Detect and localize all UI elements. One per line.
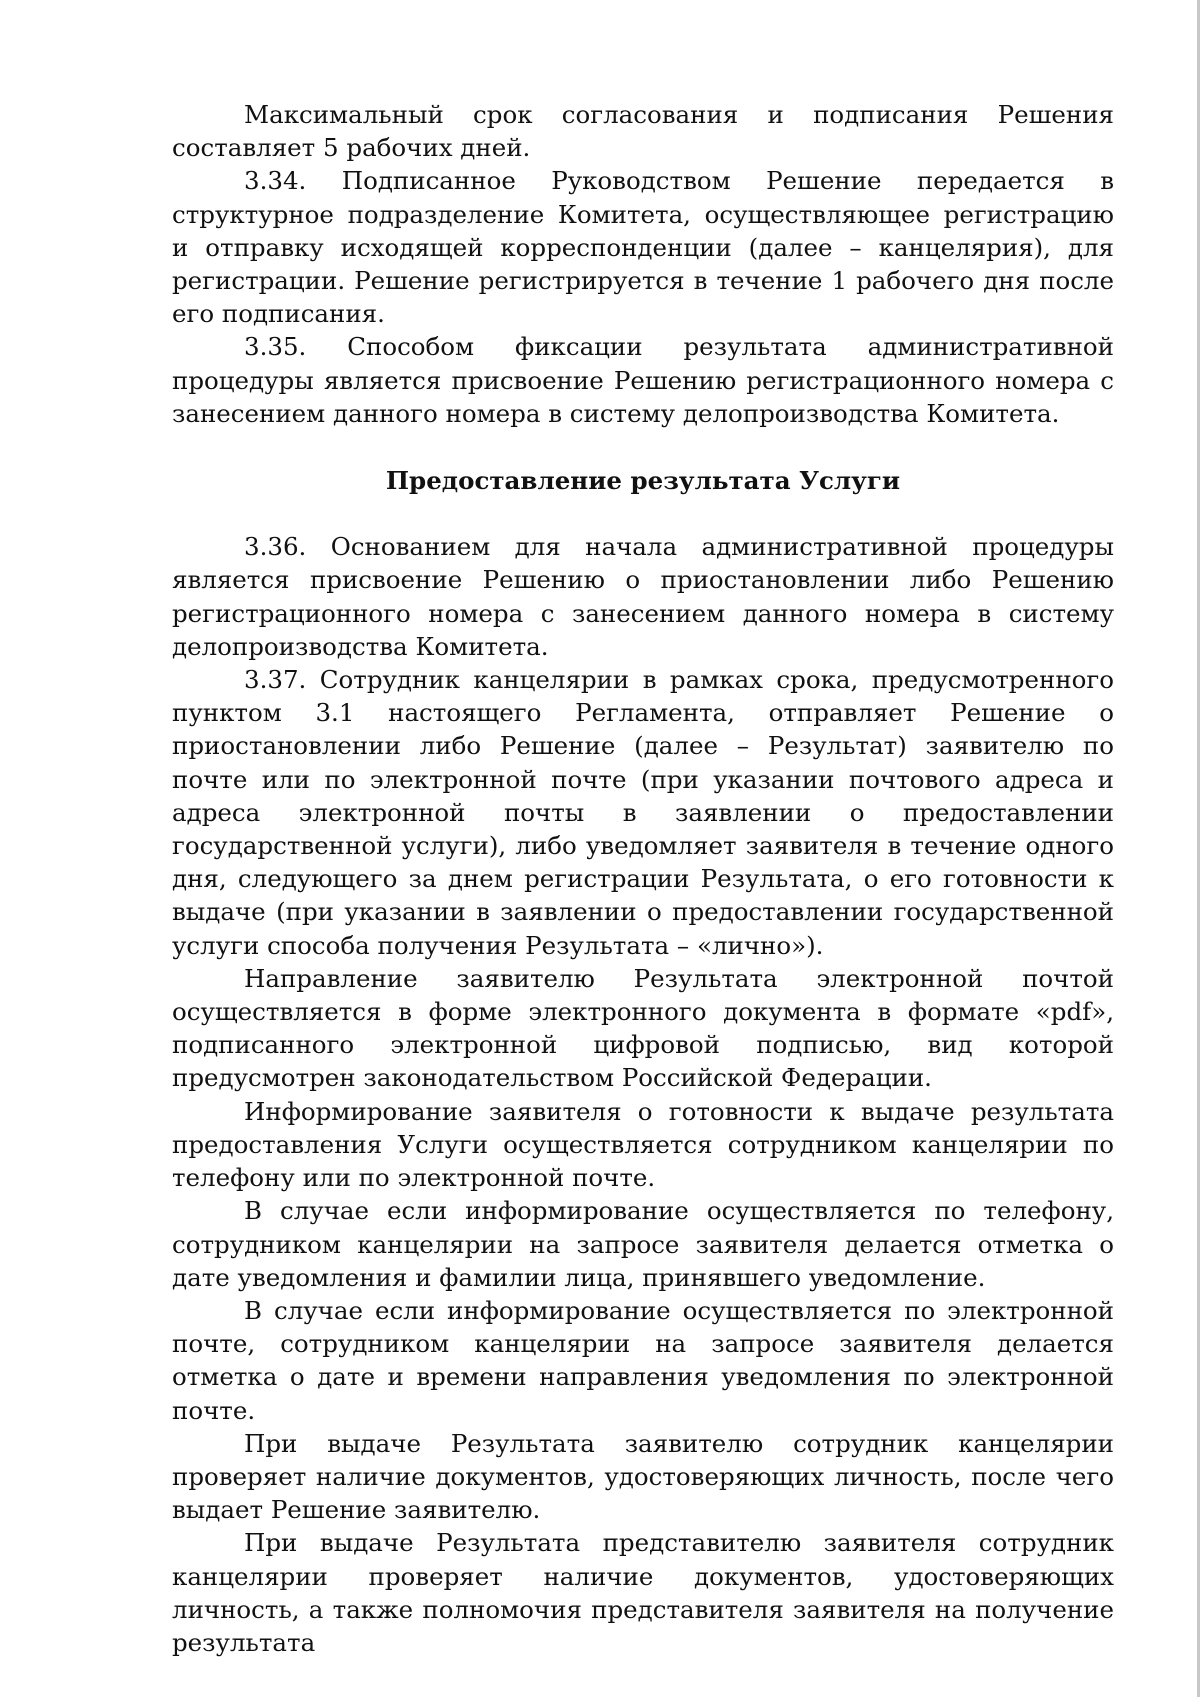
paragraph-issue-to-applicant: При выдаче Результата заявителю сотрудник канцелярии проверяет наличие документов, удостоверяющих личность, после чего выдает Решение заявителю.: [172, 1428, 1114, 1525]
paragraph-3-36: 3.36. Основанием для начала административной процедуры является присвоение Решению о приостановлении либо Решению регистрационного номера с занесением данного номера в систему делопроизводства Комитета.: [172, 532, 1114, 661]
section-heading: Предоставление результата Услуги: [385, 466, 901, 496]
paragraph-issue-to-representative: При выдаче Результата представителю заявителя сотрудник канцелярии проверяет наличие документов, удостоверяющих личность, а также полномочия представителя заявителя на получение результата: [172, 1528, 1114, 1657]
paragraph-3-37: 3.37. Сотрудник канцелярии в рамках срока, предусмотренного пунктом 3.1 настоящего Регламента, отправляет Решение о приостановлении либо Решение (далее – Результат) заявителю по почте или по электронной почте (при указании почтового адреса и адреса электронной почты в заявлении о предоставлении государственной услуги), либо уведомляет заявителя в течение одного дня, следующего за днем регистрации Результата, о его готовности к выдаче (при указании в заявлении о предоставлении государственной услуги способа получения Результата – «лично»).: [172, 665, 1114, 960]
paragraph-3-35: 3.35. Способом фиксации результата административной процедуры является присвоение Решению регистрационного номера с занесением данного номера в систему делопроизводства Комитета.: [172, 332, 1114, 428]
paragraph-phone-notice: В случае если информирование осуществляется по телефону, сотрудником канцелярии на запросе заявителя делается отметка о дате уведомления и фамилии лица, принявшего уведомление.: [172, 1196, 1114, 1292]
paragraph-email-notice: В случае если информирование осуществляется по электронной почте, сотрудником канцелярии на запросе заявителя делается отметка о дате и времени направления уведомления по электронной почте.: [172, 1295, 1114, 1425]
paragraph-approval-term: Максимальный срок согласования и подписания Решения составляет 5 рабочих дней.: [172, 100, 1114, 163]
document-page: [172, 98, 1114, 1659]
paragraph-readiness-info: Информирование заявителя о готовности к выдаче результата предоставления Услуги осуществляется сотрудником канцелярии по телефону или по электронной почте.: [172, 1096, 1114, 1193]
paragraph-3-34: 3.34. Подписанное Руководством Решение передается в структурное подразделение Комитета, осуществляющее регистрацию и отправку исходящей корреспонденции (далее – канцелярия), для регистрации. Решение регистрируется в течение 1 рабочего дня после его подписания.: [172, 166, 1114, 329]
paragraph-email-delivery: Направление заявителю Результата электронной почтой осуществляется в форме электронного документа в формате «pdf», подписанного электронной цифровой подписью, вид которой предусмотрен законодательством Российской Федерации.: [172, 963, 1114, 1093]
